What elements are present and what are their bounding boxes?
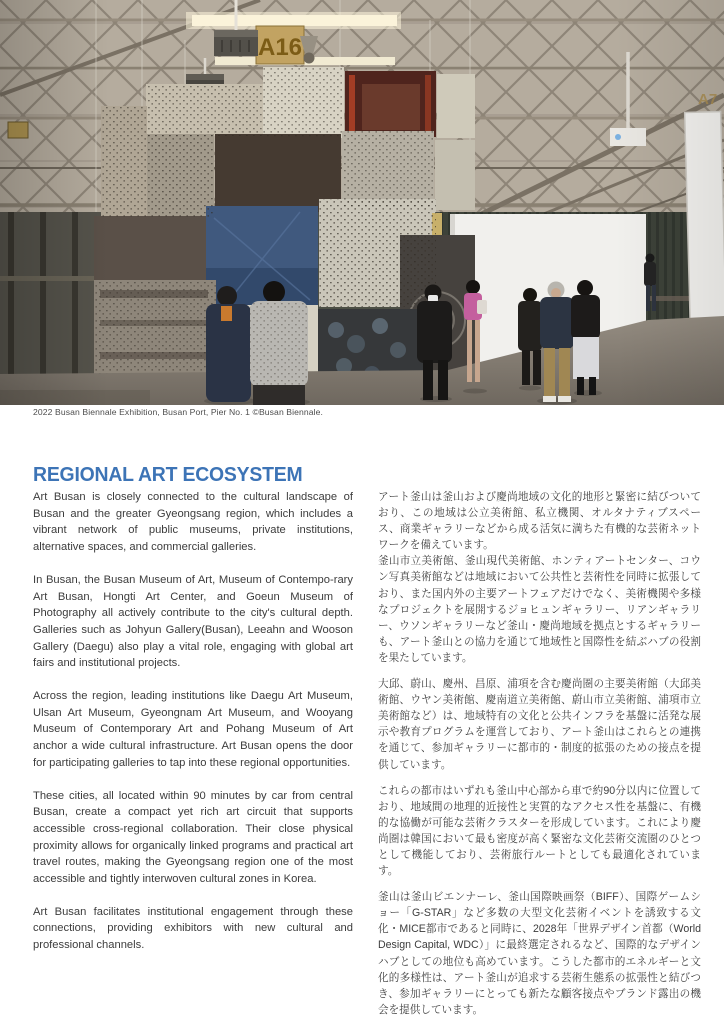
- paragraph: Across the region, leading institutions like Daegu Art Museum, Ulsan Art Museum, Gyeongnam Art Museum, and Wooyang Museum of Contemporary Art and Pohang Museum of Art anchor a wide cultural infrastructure. Art Busan opens the door for participating galleries to tap into these regional opportunities.: [33, 690, 353, 769]
- paragraph: In Busan, the Busan Museum of Art, Museum of Contempo-rary Art Busan, Hongti Art Center, and Goeun Museum of Photography all actively contribute to the city's cultural depth. Galleries such as Johyun Gallery(Busan), Leeahn and Wooson Gallery (Daegu) also play a vital role, engaging with global art fairs and institutional projects.: [33, 573, 353, 670]
- hero-photo: [0, 0, 724, 405]
- japanese-column: [378, 489, 701, 1018]
- body-columns: [33, 489, 701, 1018]
- paragraph: 釜山市立美術館、釜山現代美術館、ホンティアートセンター、コウン写真美術館などは地域において公共性と芸術性を同時に拡張しており、また国内外の主要アートフェアだけでなく、美術機関や多様なプロジェクトを展開するジョヒュンギャラリー、リアンギャラリー、ウソンギャラリーなど釜山・慶尚地域を拠点とするギャラリーも、アート釜山との協力を通じて地域性と国際性を結ぶハブの役割を果たしています。: [378, 555, 701, 664]
- photo-vignette: [0, 0, 724, 405]
- page-title: REGIONAL ART ECOSYSTEM: [33, 464, 303, 487]
- paragraph: Art Busan facilitates institutional engagement through these connections, providing exhibitors with new cultural and professional channels.: [33, 905, 353, 952]
- english-column: [33, 489, 353, 1018]
- hero-photo-graphic: [0, 0, 724, 405]
- paragraph: These cities, all located within 90 minutes by car from central Busan, create a compact yet rich art circuit that supports accessible cross-regional collaboration. Their close physical proximity allows for organically linked programs and practical art travel routes, making the Gyeongsang region one of the most accessible and tightly interwoven cultural zones in Korea.: [33, 789, 353, 886]
- paragraph: 釜山は釜山ビエンナーレ、釜山国際映画祭（BIFF）、国際ゲームショー「G-STAR」など多数の大型文化芸術イベントを誘致する文化・MICE都市であると同時に、2028年「世界デザイン首都（World Design Capital, WDC）」に最終選定されるなど、国際的なデザインハブとしての地位も高めています。こうした都市的エネルギーと文化的多様性は、アート釜山が追求する芸術生態系の拡張性と結びつき、参加ギャラリーにとっても新たな顧客接点やブランド露出の機会を提供しています。: [378, 891, 701, 1016]
- paragraph: これらの都市はいずれも釜山中心部から車で約90分以内に位置しており、地域間の地理的近接性と実質的なアクセス性を基盤に、有機的な協働が可能な芸術クラスターを形成しています。これにより慶尚圏は韓国において最も密度が高く緊密な文化芸術交流圏のひとつとして機能しており、芸術旅行ルートとしても最適化されています。: [378, 784, 701, 878]
- paragraph: Art Busan is closely connected to the cultural landscape of Busan and the greater Gyeongsang region, which includes a vibrant network of public museums, private institutions, alternative spaces, and commercial galleries.: [33, 491, 353, 554]
- paragraph: アート釜山は釜山および慶尚地域の文化的地形と緊密に結びついており、この地域は公立美術館、私立機関、オルタナティブスペース、商業ギャラリーなどから成る活気に満ちた有機的な芸術ネットワークを備えています。: [378, 491, 701, 552]
- photo-caption: 2022 Busan Biennale Exhibition, Busan Port, Pier No. 1 ©Busan Biennale.: [33, 407, 324, 417]
- paragraph: 大邱、蔚山、慶州、昌原、浦項を含む慶尚圏の主要美術館（大邱美術館、ウヤン美術館、慶南道立美術館、蔚山市立美術館、浦項市立美術館など）は、地域特有の文化と公共インフラを基盤に活発な展示や教育プログラムを運営しており、アート釜山はこれらとの連携を通じて、参加ギャラリーに都市的・制度的拡張のための接点を提供しています。: [378, 678, 701, 771]
